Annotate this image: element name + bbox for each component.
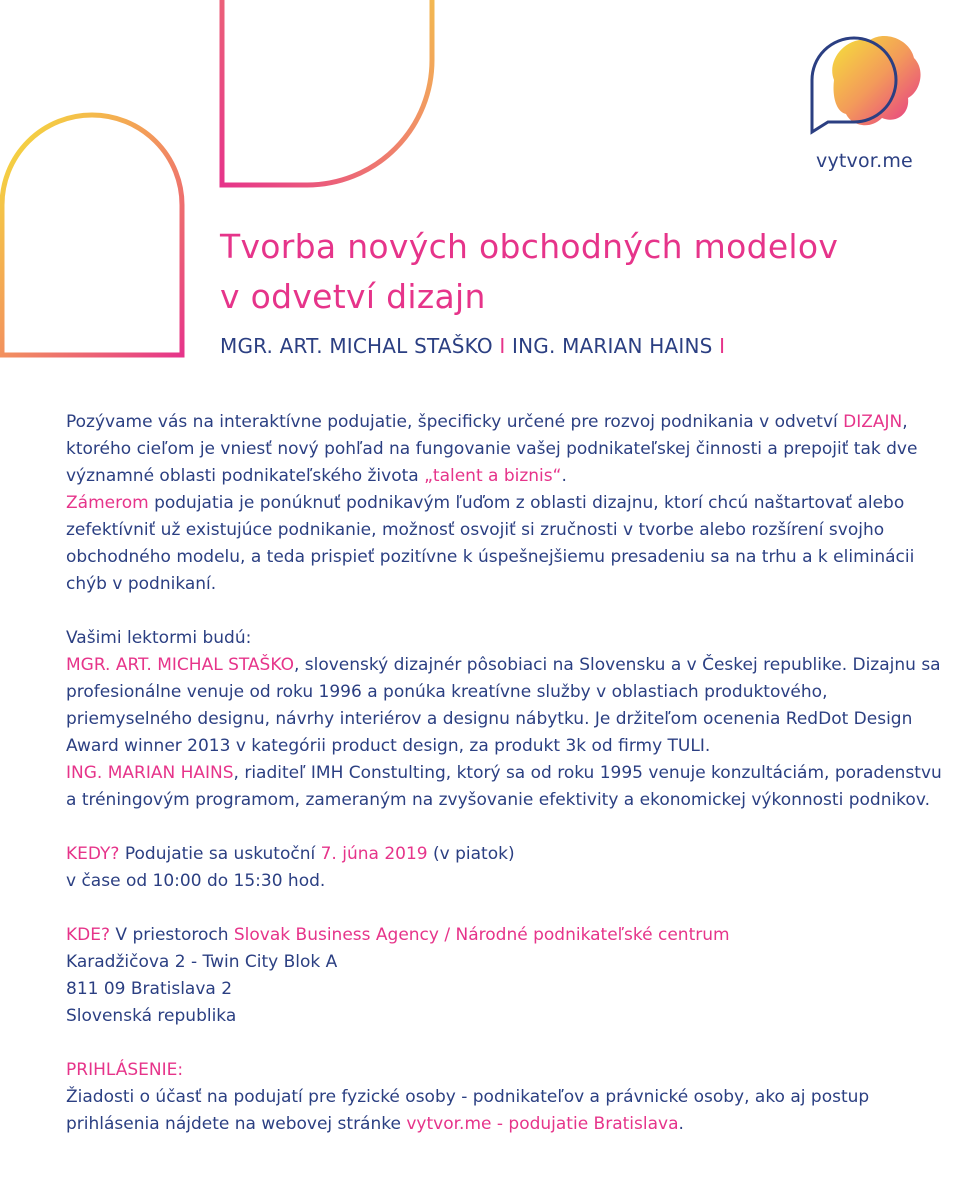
logo-text: vytvor.me [816, 150, 913, 172]
arch-shape-left [2, 115, 182, 355]
where-label: KDE? [66, 925, 111, 945]
address-line-1: Karadžičova 2 - Twin City Blok A [66, 952, 338, 972]
brain-speech-bubble-icon [806, 30, 926, 145]
address-line-2: 811 09 Bratislava 2 [66, 979, 233, 999]
venue-2: Národné podnikateľské centrum [455, 925, 730, 945]
registration-text: Žiadosti o účasť na podujatí pre fyzické osoby - podnikateľov a právnické osoby, ako aj postup prihlásenia nájdete na webovej stránke vytvor.me - podujatie Bratislava. [66, 1087, 870, 1134]
page-title [220, 222, 838, 322]
title-line-2: v odvetví dizajn [220, 277, 486, 316]
registration-label: PRIHLÁSENIE: [66, 1060, 184, 1080]
where-section: KDE? V priestoroch Slovak Business Agency / Národné podnikateľské centrum [66, 925, 730, 945]
lecturer-1-name: MGR. ART. MICHAL STAŠKO [66, 655, 294, 675]
speakers-line [220, 334, 725, 358]
address-line-3: Slovenská republika [66, 1006, 237, 1026]
speaker-2: ING. MARIAN HAINS [512, 334, 713, 358]
lecturer-2: ING. MARIAN HAINS, riaditeľ IMH Constulting, ktorý sa od roku 1995 venuje konzultáciám, poradenstvu a tréningovým programom, zameraným na zvyšovanie efektivity a ekonomickej výkonnosti podnikov. [66, 763, 942, 810]
intro-paragraph-1: Pozývame vás na interaktívne podujatie, špecificky určené pre rozvoj podnikania v odvetví DIZAJN, ktorého cieľom je vniesť nový pohľad na fungovanie vašej podnikateľskej činnosti a prepojiť tak dve významné oblasti podnikateľského života „talent a biznis“. [66, 412, 918, 486]
speaker-1: MGR. ART. MICHAL STAŠKO [220, 334, 493, 358]
event-date: 7. júna 2019 [320, 844, 428, 864]
venue-1: Slovak Business Agency [233, 925, 439, 945]
separator-bar: I [499, 334, 506, 358]
logo[interactable] [806, 30, 926, 145]
event-description [66, 409, 946, 1138]
lecturers-heading: Vašimi lektormi budú: [66, 628, 252, 648]
lecturer-1: MGR. ART. MICHAL STAŠKO, slovenský dizajnér pôsobiaci na Slovensku a v Českej republike. Dizajnu sa profesionálne venuje od roku 1996 a ponúka kreatívne služby v oblastiach produktového, priemyselného designu, návrhy interiérov a designu nábytku. Je držiteľom ocenenia RedDot Design Award winner 2013 v kategórii product design, za produkt 3k od firmy TULI. [66, 655, 941, 756]
title-line-1: Tvorba nových obchodných modelov [220, 227, 839, 266]
separator-bar-end: I [719, 334, 726, 358]
lecturer-2-name: ING. MARIAN HAINS [66, 763, 234, 783]
arch-shape-top [222, 0, 432, 185]
intro-paragraph-2: Zámerom podujatia je ponúknuť podnikavým ľuďom z oblasti dizajnu, ktorí chcú naštartovať alebo zefektívniť už existujúce podnikanie, možnosť osvojiť si zručnosti v tvorbe alebo rozšírení svojho obchodného modelu, a teda prispieť pozitívne k úspešnejšiemu presadeniu sa na trhu a k eliminácii chýb v podnikaní. [66, 493, 915, 594]
when-label: KEDY? [66, 844, 120, 864]
when-section: KEDY? Podujatie sa uskutoční 7. júna 2019 (v piatok) [66, 844, 515, 864]
event-time: v čase od 10:00 do 15:30 hod. [66, 871, 326, 891]
registration-link[interactable]: vytvor.me - podujatie Bratislava [406, 1114, 679, 1134]
